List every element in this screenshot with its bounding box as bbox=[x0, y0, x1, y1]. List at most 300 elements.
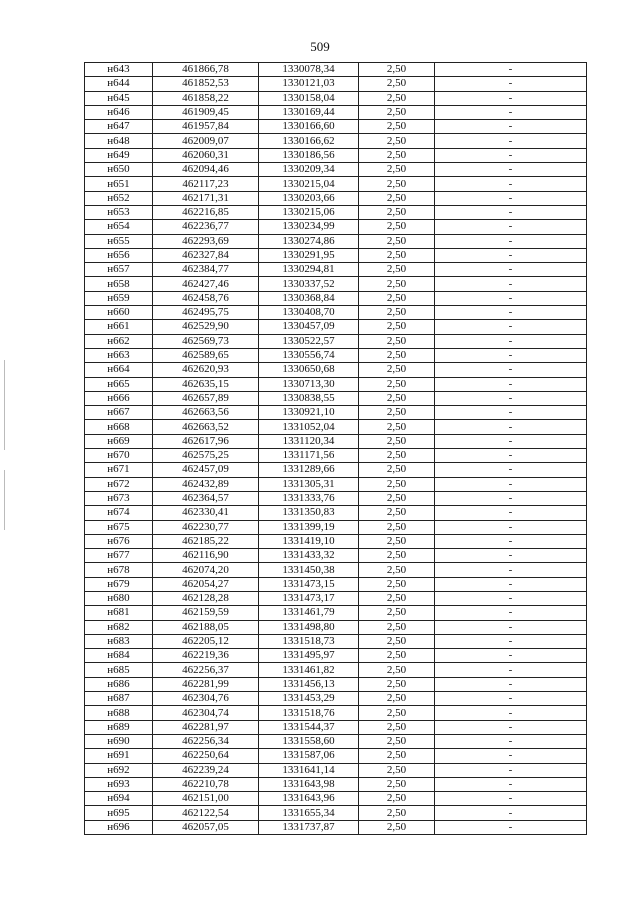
description-cell: - bbox=[435, 105, 587, 119]
y-coordinate-cell: 1330186,56 bbox=[259, 148, 359, 162]
table-row bbox=[85, 348, 587, 362]
y-coordinate-cell: 1331587,06 bbox=[259, 749, 359, 763]
x-coordinate-cell: 462256,34 bbox=[153, 734, 259, 748]
table-row bbox=[85, 649, 587, 663]
y-coordinate-cell: 1331495,97 bbox=[259, 649, 359, 663]
description-cell: - bbox=[435, 806, 587, 820]
table-row bbox=[85, 320, 587, 334]
point-id-cell: н676 bbox=[85, 534, 153, 548]
description-cell: - bbox=[435, 77, 587, 91]
table-row bbox=[85, 792, 587, 806]
description-cell: - bbox=[435, 277, 587, 291]
table-row bbox=[85, 534, 587, 548]
y-coordinate-cell: 1331518,73 bbox=[259, 634, 359, 648]
description-cell: - bbox=[435, 734, 587, 748]
description-cell: - bbox=[435, 763, 587, 777]
accuracy-cell: 2,50 bbox=[359, 734, 435, 748]
y-coordinate-cell: 1330166,62 bbox=[259, 134, 359, 148]
accuracy-cell: 2,50 bbox=[359, 205, 435, 219]
description-cell: - bbox=[435, 177, 587, 191]
accuracy-cell: 2,50 bbox=[359, 549, 435, 563]
x-coordinate-cell: 462281,97 bbox=[153, 720, 259, 734]
description-cell: - bbox=[435, 234, 587, 248]
accuracy-cell: 2,50 bbox=[359, 449, 435, 463]
table-body bbox=[85, 63, 587, 835]
description-cell: - bbox=[435, 63, 587, 77]
accuracy-cell: 2,50 bbox=[359, 506, 435, 520]
description-cell: - bbox=[435, 591, 587, 605]
point-id-cell: н695 bbox=[85, 806, 153, 820]
table-row bbox=[85, 220, 587, 234]
point-id-cell: н645 bbox=[85, 91, 153, 105]
point-id-cell: н669 bbox=[85, 434, 153, 448]
scan-edge-mark bbox=[4, 470, 5, 530]
x-coordinate-cell: 462054,27 bbox=[153, 577, 259, 591]
y-coordinate-cell: 1331333,76 bbox=[259, 491, 359, 505]
point-id-cell: н692 bbox=[85, 763, 153, 777]
accuracy-cell: 2,50 bbox=[359, 263, 435, 277]
y-coordinate-cell: 1331419,10 bbox=[259, 534, 359, 548]
point-id-cell: н666 bbox=[85, 391, 153, 405]
table-row bbox=[85, 620, 587, 634]
description-cell: - bbox=[435, 792, 587, 806]
description-cell: - bbox=[435, 577, 587, 591]
y-coordinate-cell: 1331433,32 bbox=[259, 549, 359, 563]
table-row bbox=[85, 663, 587, 677]
accuracy-cell: 2,50 bbox=[359, 792, 435, 806]
y-coordinate-cell: 1330215,04 bbox=[259, 177, 359, 191]
point-id-cell: н690 bbox=[85, 734, 153, 748]
accuracy-cell: 2,50 bbox=[359, 520, 435, 534]
point-id-cell: н674 bbox=[85, 506, 153, 520]
description-cell: - bbox=[435, 91, 587, 105]
x-coordinate-cell: 462171,31 bbox=[153, 191, 259, 205]
description-cell: - bbox=[435, 420, 587, 434]
x-coordinate-cell: 462635,15 bbox=[153, 377, 259, 391]
x-coordinate-cell: 461866,78 bbox=[153, 63, 259, 77]
description-cell: - bbox=[435, 549, 587, 563]
description-cell: - bbox=[435, 534, 587, 548]
point-id-cell: н685 bbox=[85, 663, 153, 677]
point-id-cell: н661 bbox=[85, 320, 153, 334]
x-coordinate-cell: 461852,53 bbox=[153, 77, 259, 91]
table-row bbox=[85, 763, 587, 777]
table-row bbox=[85, 491, 587, 505]
table-row bbox=[85, 434, 587, 448]
accuracy-cell: 2,50 bbox=[359, 277, 435, 291]
y-coordinate-cell: 1330556,74 bbox=[259, 348, 359, 362]
accuracy-cell: 2,50 bbox=[359, 677, 435, 691]
accuracy-cell: 2,50 bbox=[359, 820, 435, 834]
point-id-cell: н646 bbox=[85, 105, 153, 119]
y-coordinate-cell: 1330121,03 bbox=[259, 77, 359, 91]
y-coordinate-cell: 1330457,09 bbox=[259, 320, 359, 334]
accuracy-cell: 2,50 bbox=[359, 291, 435, 305]
x-coordinate-cell: 462575,25 bbox=[153, 449, 259, 463]
accuracy-cell: 2,50 bbox=[359, 477, 435, 491]
point-id-cell: н688 bbox=[85, 706, 153, 720]
description-cell: - bbox=[435, 348, 587, 362]
description-cell: - bbox=[435, 377, 587, 391]
y-coordinate-cell: 1331498,80 bbox=[259, 620, 359, 634]
x-coordinate-cell: 462210,78 bbox=[153, 777, 259, 791]
y-coordinate-cell: 1330234,99 bbox=[259, 220, 359, 234]
accuracy-cell: 2,50 bbox=[359, 463, 435, 477]
accuracy-cell: 2,50 bbox=[359, 77, 435, 91]
x-coordinate-cell: 462304,74 bbox=[153, 706, 259, 720]
table-row bbox=[85, 720, 587, 734]
x-coordinate-cell: 462122,54 bbox=[153, 806, 259, 820]
point-id-cell: н670 bbox=[85, 449, 153, 463]
y-coordinate-cell: 1331453,29 bbox=[259, 692, 359, 706]
table-row bbox=[85, 248, 587, 262]
x-coordinate-cell: 462094,46 bbox=[153, 163, 259, 177]
y-coordinate-cell: 1330368,84 bbox=[259, 291, 359, 305]
table-row bbox=[85, 577, 587, 591]
y-coordinate-cell: 1331655,34 bbox=[259, 806, 359, 820]
table-row bbox=[85, 806, 587, 820]
x-coordinate-cell: 462304,76 bbox=[153, 692, 259, 706]
table-row bbox=[85, 449, 587, 463]
accuracy-cell: 2,50 bbox=[359, 620, 435, 634]
x-coordinate-cell: 462185,22 bbox=[153, 534, 259, 548]
y-coordinate-cell: 1330078,34 bbox=[259, 63, 359, 77]
accuracy-cell: 2,50 bbox=[359, 391, 435, 405]
table-row bbox=[85, 91, 587, 105]
x-coordinate-cell: 462293,69 bbox=[153, 234, 259, 248]
point-id-cell: н662 bbox=[85, 334, 153, 348]
accuracy-cell: 2,50 bbox=[359, 706, 435, 720]
y-coordinate-cell: 1331305,31 bbox=[259, 477, 359, 491]
x-coordinate-cell: 462116,90 bbox=[153, 549, 259, 563]
accuracy-cell: 2,50 bbox=[359, 163, 435, 177]
x-coordinate-cell: 462617,96 bbox=[153, 434, 259, 448]
table-row bbox=[85, 363, 587, 377]
accuracy-cell: 2,50 bbox=[359, 105, 435, 119]
point-id-cell: н656 bbox=[85, 248, 153, 262]
table-row bbox=[85, 234, 587, 248]
x-coordinate-cell: 461957,84 bbox=[153, 120, 259, 134]
accuracy-cell: 2,50 bbox=[359, 306, 435, 320]
accuracy-cell: 2,50 bbox=[359, 377, 435, 391]
y-coordinate-cell: 1331518,76 bbox=[259, 706, 359, 720]
table-row bbox=[85, 749, 587, 763]
x-coordinate-cell: 462256,37 bbox=[153, 663, 259, 677]
table-row bbox=[85, 463, 587, 477]
description-cell: - bbox=[435, 263, 587, 277]
x-coordinate-cell: 462495,75 bbox=[153, 306, 259, 320]
x-coordinate-cell: 462159,59 bbox=[153, 606, 259, 620]
table-row bbox=[85, 77, 587, 91]
point-id-cell: н673 bbox=[85, 491, 153, 505]
table-row bbox=[85, 134, 587, 148]
y-coordinate-cell: 1331737,87 bbox=[259, 820, 359, 834]
point-id-cell: н667 bbox=[85, 406, 153, 420]
point-id-cell: н668 bbox=[85, 420, 153, 434]
x-coordinate-cell: 462117,23 bbox=[153, 177, 259, 191]
x-coordinate-cell: 462060,31 bbox=[153, 148, 259, 162]
y-coordinate-cell: 1330838,55 bbox=[259, 391, 359, 405]
x-coordinate-cell: 462620,93 bbox=[153, 363, 259, 377]
description-cell: - bbox=[435, 506, 587, 520]
point-id-cell: н665 bbox=[85, 377, 153, 391]
point-id-cell: н644 bbox=[85, 77, 153, 91]
y-coordinate-cell: 1330294,81 bbox=[259, 263, 359, 277]
accuracy-cell: 2,50 bbox=[359, 577, 435, 591]
point-id-cell: н683 bbox=[85, 634, 153, 648]
x-coordinate-cell: 462239,24 bbox=[153, 763, 259, 777]
accuracy-cell: 2,50 bbox=[359, 320, 435, 334]
x-coordinate-cell: 462236,77 bbox=[153, 220, 259, 234]
point-id-cell: н650 bbox=[85, 163, 153, 177]
point-id-cell: н686 bbox=[85, 677, 153, 691]
y-coordinate-cell: 1331473,17 bbox=[259, 591, 359, 605]
description-cell: - bbox=[435, 306, 587, 320]
x-coordinate-cell: 461858,22 bbox=[153, 91, 259, 105]
table-row bbox=[85, 706, 587, 720]
table-row bbox=[85, 148, 587, 162]
description-cell: - bbox=[435, 148, 587, 162]
description-cell: - bbox=[435, 391, 587, 405]
table-row bbox=[85, 391, 587, 405]
table-row bbox=[85, 506, 587, 520]
y-coordinate-cell: 1331399,19 bbox=[259, 520, 359, 534]
accuracy-cell: 2,50 bbox=[359, 606, 435, 620]
x-coordinate-cell: 462432,89 bbox=[153, 477, 259, 491]
y-coordinate-cell: 1331289,66 bbox=[259, 463, 359, 477]
accuracy-cell: 2,50 bbox=[359, 777, 435, 791]
point-id-cell: н680 bbox=[85, 591, 153, 605]
point-id-cell: н657 bbox=[85, 263, 153, 277]
description-cell: - bbox=[435, 120, 587, 134]
point-id-cell: н678 bbox=[85, 563, 153, 577]
scan-edge-mark bbox=[4, 360, 5, 450]
point-id-cell: н694 bbox=[85, 792, 153, 806]
description-cell: - bbox=[435, 291, 587, 305]
description-cell: - bbox=[435, 449, 587, 463]
y-coordinate-cell: 1331450,38 bbox=[259, 563, 359, 577]
point-id-cell: н671 bbox=[85, 463, 153, 477]
description-cell: - bbox=[435, 720, 587, 734]
table-row bbox=[85, 205, 587, 219]
description-cell: - bbox=[435, 220, 587, 234]
y-coordinate-cell: 1331461,79 bbox=[259, 606, 359, 620]
accuracy-cell: 2,50 bbox=[359, 177, 435, 191]
accuracy-cell: 2,50 bbox=[359, 91, 435, 105]
description-cell: - bbox=[435, 134, 587, 148]
point-id-cell: н681 bbox=[85, 606, 153, 620]
description-cell: - bbox=[435, 777, 587, 791]
accuracy-cell: 2,50 bbox=[359, 563, 435, 577]
table-row bbox=[85, 306, 587, 320]
description-cell: - bbox=[435, 191, 587, 205]
y-coordinate-cell: 1330274,86 bbox=[259, 234, 359, 248]
point-id-cell: н664 bbox=[85, 363, 153, 377]
x-coordinate-cell: 462128,28 bbox=[153, 591, 259, 605]
description-cell: - bbox=[435, 649, 587, 663]
table-row bbox=[85, 263, 587, 277]
description-cell: - bbox=[435, 749, 587, 763]
point-id-cell: н653 bbox=[85, 205, 153, 219]
description-cell: - bbox=[435, 363, 587, 377]
description-cell: - bbox=[435, 606, 587, 620]
y-coordinate-cell: 1330713,30 bbox=[259, 377, 359, 391]
table-row bbox=[85, 591, 587, 605]
x-coordinate-cell: 462074,20 bbox=[153, 563, 259, 577]
y-coordinate-cell: 1331641,14 bbox=[259, 763, 359, 777]
accuracy-cell: 2,50 bbox=[359, 120, 435, 134]
y-coordinate-cell: 1330169,44 bbox=[259, 105, 359, 119]
description-cell: - bbox=[435, 620, 587, 634]
page-number: 509 bbox=[310, 39, 330, 54]
x-coordinate-cell: 462589,65 bbox=[153, 348, 259, 362]
table-row bbox=[85, 105, 587, 119]
table-row bbox=[85, 420, 587, 434]
point-id-cell: н663 bbox=[85, 348, 153, 362]
table-row bbox=[85, 820, 587, 834]
description-cell: - bbox=[435, 692, 587, 706]
description-cell: - bbox=[435, 248, 587, 262]
accuracy-cell: 2,50 bbox=[359, 649, 435, 663]
point-id-cell: н652 bbox=[85, 191, 153, 205]
table-row bbox=[85, 563, 587, 577]
description-cell: - bbox=[435, 491, 587, 505]
table-row bbox=[85, 177, 587, 191]
table-row bbox=[85, 163, 587, 177]
table-row bbox=[85, 734, 587, 748]
table-row bbox=[85, 334, 587, 348]
point-id-cell: н655 bbox=[85, 234, 153, 248]
description-cell: - bbox=[435, 634, 587, 648]
accuracy-cell: 2,50 bbox=[359, 334, 435, 348]
x-coordinate-cell: 461909,45 bbox=[153, 105, 259, 119]
accuracy-cell: 2,50 bbox=[359, 434, 435, 448]
description-cell: - bbox=[435, 205, 587, 219]
point-id-cell: н658 bbox=[85, 277, 153, 291]
y-coordinate-cell: 1331052,04 bbox=[259, 420, 359, 434]
x-coordinate-cell: 462009,07 bbox=[153, 134, 259, 148]
x-coordinate-cell: 462458,76 bbox=[153, 291, 259, 305]
point-id-cell: н679 bbox=[85, 577, 153, 591]
x-coordinate-cell: 462330,41 bbox=[153, 506, 259, 520]
point-id-cell: н693 bbox=[85, 777, 153, 791]
description-cell: - bbox=[435, 163, 587, 177]
y-coordinate-cell: 1331544,37 bbox=[259, 720, 359, 734]
description-cell: - bbox=[435, 563, 587, 577]
point-id-cell: н682 bbox=[85, 620, 153, 634]
accuracy-cell: 2,50 bbox=[359, 692, 435, 706]
point-id-cell: н651 bbox=[85, 177, 153, 191]
accuracy-cell: 2,50 bbox=[359, 234, 435, 248]
x-coordinate-cell: 462205,12 bbox=[153, 634, 259, 648]
point-id-cell: н649 bbox=[85, 148, 153, 162]
accuracy-cell: 2,50 bbox=[359, 191, 435, 205]
point-id-cell: н691 bbox=[85, 749, 153, 763]
y-coordinate-cell: 1331558,60 bbox=[259, 734, 359, 748]
table-row bbox=[85, 63, 587, 77]
x-coordinate-cell: 462457,09 bbox=[153, 463, 259, 477]
y-coordinate-cell: 1331473,15 bbox=[259, 577, 359, 591]
y-coordinate-cell: 1331643,96 bbox=[259, 792, 359, 806]
y-coordinate-cell: 1331456,13 bbox=[259, 677, 359, 691]
x-coordinate-cell: 462657,89 bbox=[153, 391, 259, 405]
point-id-cell: н696 bbox=[85, 820, 153, 834]
table-row bbox=[85, 549, 587, 563]
table-row bbox=[85, 377, 587, 391]
table-row bbox=[85, 692, 587, 706]
description-cell: - bbox=[435, 477, 587, 491]
description-cell: - bbox=[435, 520, 587, 534]
accuracy-cell: 2,50 bbox=[359, 806, 435, 820]
point-id-cell: н659 bbox=[85, 291, 153, 305]
accuracy-cell: 2,50 bbox=[359, 663, 435, 677]
x-coordinate-cell: 462057,05 bbox=[153, 820, 259, 834]
y-coordinate-cell: 1330921,10 bbox=[259, 406, 359, 420]
accuracy-cell: 2,50 bbox=[359, 348, 435, 362]
accuracy-cell: 2,50 bbox=[359, 406, 435, 420]
y-coordinate-cell: 1330408,70 bbox=[259, 306, 359, 320]
x-coordinate-cell: 462663,52 bbox=[153, 420, 259, 434]
y-coordinate-cell: 1331643,98 bbox=[259, 777, 359, 791]
x-coordinate-cell: 462327,84 bbox=[153, 248, 259, 262]
x-coordinate-cell: 462250,64 bbox=[153, 749, 259, 763]
table-row bbox=[85, 477, 587, 491]
x-coordinate-cell: 462663,56 bbox=[153, 406, 259, 420]
x-coordinate-cell: 462529,90 bbox=[153, 320, 259, 334]
y-coordinate-cell: 1330215,06 bbox=[259, 205, 359, 219]
point-id-cell: н647 bbox=[85, 120, 153, 134]
y-coordinate-cell: 1331120,34 bbox=[259, 434, 359, 448]
description-cell: - bbox=[435, 320, 587, 334]
x-coordinate-cell: 462384,77 bbox=[153, 263, 259, 277]
x-coordinate-cell: 462427,46 bbox=[153, 277, 259, 291]
accuracy-cell: 2,50 bbox=[359, 591, 435, 605]
x-coordinate-cell: 462151,00 bbox=[153, 792, 259, 806]
table-row bbox=[85, 191, 587, 205]
x-coordinate-cell: 462569,73 bbox=[153, 334, 259, 348]
point-id-cell: н689 bbox=[85, 720, 153, 734]
table-row bbox=[85, 120, 587, 134]
accuracy-cell: 2,50 bbox=[359, 363, 435, 377]
point-id-cell: н660 bbox=[85, 306, 153, 320]
accuracy-cell: 2,50 bbox=[359, 534, 435, 548]
y-coordinate-cell: 1330291,95 bbox=[259, 248, 359, 262]
x-coordinate-cell: 462230,77 bbox=[153, 520, 259, 534]
accuracy-cell: 2,50 bbox=[359, 634, 435, 648]
table-row bbox=[85, 677, 587, 691]
y-coordinate-cell: 1330337,52 bbox=[259, 277, 359, 291]
table-row bbox=[85, 406, 587, 420]
description-cell: - bbox=[435, 663, 587, 677]
description-cell: - bbox=[435, 334, 587, 348]
table-row bbox=[85, 520, 587, 534]
y-coordinate-cell: 1330522,57 bbox=[259, 334, 359, 348]
y-coordinate-cell: 1330650,68 bbox=[259, 363, 359, 377]
point-id-cell: н672 bbox=[85, 477, 153, 491]
point-id-cell: н648 bbox=[85, 134, 153, 148]
accuracy-cell: 2,50 bbox=[359, 720, 435, 734]
y-coordinate-cell: 1331461,82 bbox=[259, 663, 359, 677]
table-row bbox=[85, 634, 587, 648]
x-coordinate-cell: 462281,99 bbox=[153, 677, 259, 691]
x-coordinate-cell: 462364,57 bbox=[153, 491, 259, 505]
y-coordinate-cell: 1330158,04 bbox=[259, 91, 359, 105]
accuracy-cell: 2,50 bbox=[359, 148, 435, 162]
accuracy-cell: 2,50 bbox=[359, 220, 435, 234]
description-cell: - bbox=[435, 406, 587, 420]
description-cell: - bbox=[435, 820, 587, 834]
table-row bbox=[85, 777, 587, 791]
